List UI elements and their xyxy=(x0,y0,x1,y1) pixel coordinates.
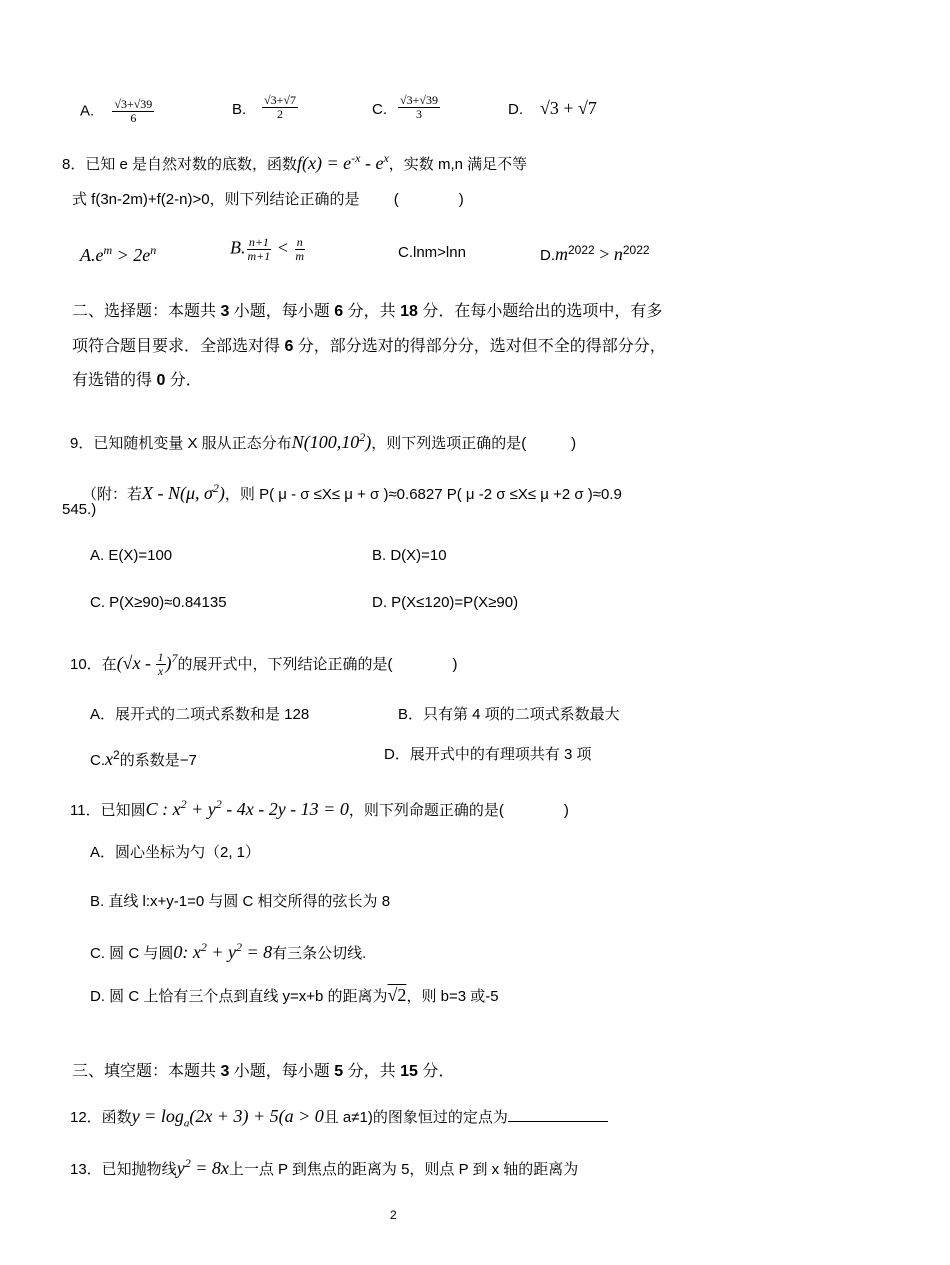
section-2-line-3: 有选错的得 0 分． xyxy=(72,372,202,389)
q7-option-a-fraction: $\frac{√3+√39}{6}$ xyxy=(114,97,153,125)
q10-option-b: B．只有第 4 项的二项式系数最大 xyxy=(398,706,620,723)
section-2-line-2: 项符合题目要求．全部选对得 6 分，部分选对的得部分分，选对但不全的得部分分， xyxy=(72,338,666,355)
q9-note-continued: 545.) xyxy=(62,501,97,518)
q9-option-c: C. P(X≥90)≈0.84135 xyxy=(90,594,227,611)
q8-line-2: 式 f(3n-2m)+f(2-n)>0，则下列结论正确的是 ( ) xyxy=(72,191,464,208)
q11-stem: 11．已知圆C : $x^2 + y^2 - 4x - 2y - 13 = 0$，则下列命题正确的是( ) xyxy=(70,797,569,819)
q8-options xyxy=(80,235,700,266)
q9-stem: 9．已知随机变量 X 服从正态分布N(100,10$^2$)，则下列选项正确的是( ) xyxy=(70,430,577,452)
q7-option-d-label: D. xyxy=(508,101,523,118)
q11-option-d: D. 圆 C 上恰有三个点到直线 y=x+b 的距离为√2，则 b=3 或-5 xyxy=(90,985,499,1005)
q10-stem: 10．在(√x - $\frac{1}{x}$ )$^7$的展开式中，下列结论正确的是( ) xyxy=(70,650,458,679)
q9-option-d: D. P(X≤120)=P(X≥90) xyxy=(372,594,519,611)
q9-option-a: A. E(X)=100 xyxy=(90,547,173,564)
q11-option-b: B. 直线 l:x+y-1=0 与圆 C 相交所得的弦长为 8 xyxy=(90,893,391,910)
q7-option-c-label: C. xyxy=(372,101,387,118)
q10-option-a: A．展开式的二项式系数和是 128 xyxy=(90,706,310,723)
q12-answer-blank[interactable] xyxy=(508,1107,608,1122)
q7-option-a-label: A. xyxy=(80,102,95,120)
page-number: 2 xyxy=(390,1208,397,1222)
q12-log-math: $y = \log_a(2x + 3) + 5(a > 0$ xyxy=(131,1106,324,1130)
q9-note: （附：若X - N(μ, $\sigma^2$)，则 P( μ - σ ≤X≤ μ + σ )≈0.6827 P( μ -2 σ ≤X≤ μ +2 σ )≈0.9 xyxy=(82,481,622,503)
q9-note-math: X - N(μ, $\sigma^2$) xyxy=(142,481,225,503)
q8-answer-paren: ( ) xyxy=(393,191,464,208)
q8-option-c: C.lnm>lnn xyxy=(398,244,466,261)
q8-function-math: $f(x) = e^{-x} - e^x$ xyxy=(297,151,389,173)
q7-option-c-fraction: $\frac{√3+√39}{3}$ xyxy=(400,93,438,121)
q7-option-b-fraction: $\frac{√3+√7}{2}$ xyxy=(264,93,296,121)
q10-option-c: $C.x^2$的系数是−7 xyxy=(90,748,197,769)
q12-stem: 12．函数$y = \log_a(2x + 3) + 5(a > 0$且 a≠1)的图象恒过的定点为 xyxy=(70,1106,608,1134)
q11-option-a: A．圆心坐标为勺（2, 1） xyxy=(90,844,261,861)
q7-option-d-math: √3 + √7 xyxy=(540,98,597,118)
q10-option-d: D．展开式中的有理项共有 3 项 xyxy=(384,746,592,763)
q10-binomial-math: (√x - $\frac{1}{x}$ )$^7$ xyxy=(116,650,178,679)
q8-option-d: $D.m^{2022} > n^{2022}$ xyxy=(540,243,650,264)
section-2-line-1: 二、选择题：本题共 3 小题，每小题 6 分，共 18 分．在每小题给出的选项中，有多 xyxy=(72,303,663,320)
q7-options xyxy=(80,93,640,125)
q9-option-b: B. D(X)=10 xyxy=(372,547,447,564)
q13-parabola-math: $y^2 = 8x$ xyxy=(176,1156,229,1178)
section-3-header: 三、填空题：本题共 3 小题，每小题 5 分，共 15 分． xyxy=(72,1063,455,1080)
q11-option-c: C. 圆 C 与圆0: $x^2 + y^2 = 8$有三条公切线. xyxy=(90,940,367,962)
q11-circle-math: C : $x^2 + y^2 - 4x - 2y - 13 = 0$ xyxy=(145,797,349,819)
q13-stem: 13．已知抛物线$y^2 = 8x$上一点 P 到焦点的距离为 5，则点 P 到 x 轴的距离为 xyxy=(70,1156,579,1178)
q9-normal-math: N(100,10$^2$) xyxy=(291,430,372,452)
q8-option-b: B. $\frac{n+1}{m+1}$ < $\frac{n}{m}$ xyxy=(230,235,305,263)
q8-option-a: $A.e^m > 2e^n$ xyxy=(80,243,157,265)
q8-line-1: 8．已知 e 是自然对数的底数，函数$f(x) = e^{-x} - e^x$，实数 m,n 满足不等 xyxy=(62,151,528,173)
q7-option-b-label: B. xyxy=(232,101,247,118)
